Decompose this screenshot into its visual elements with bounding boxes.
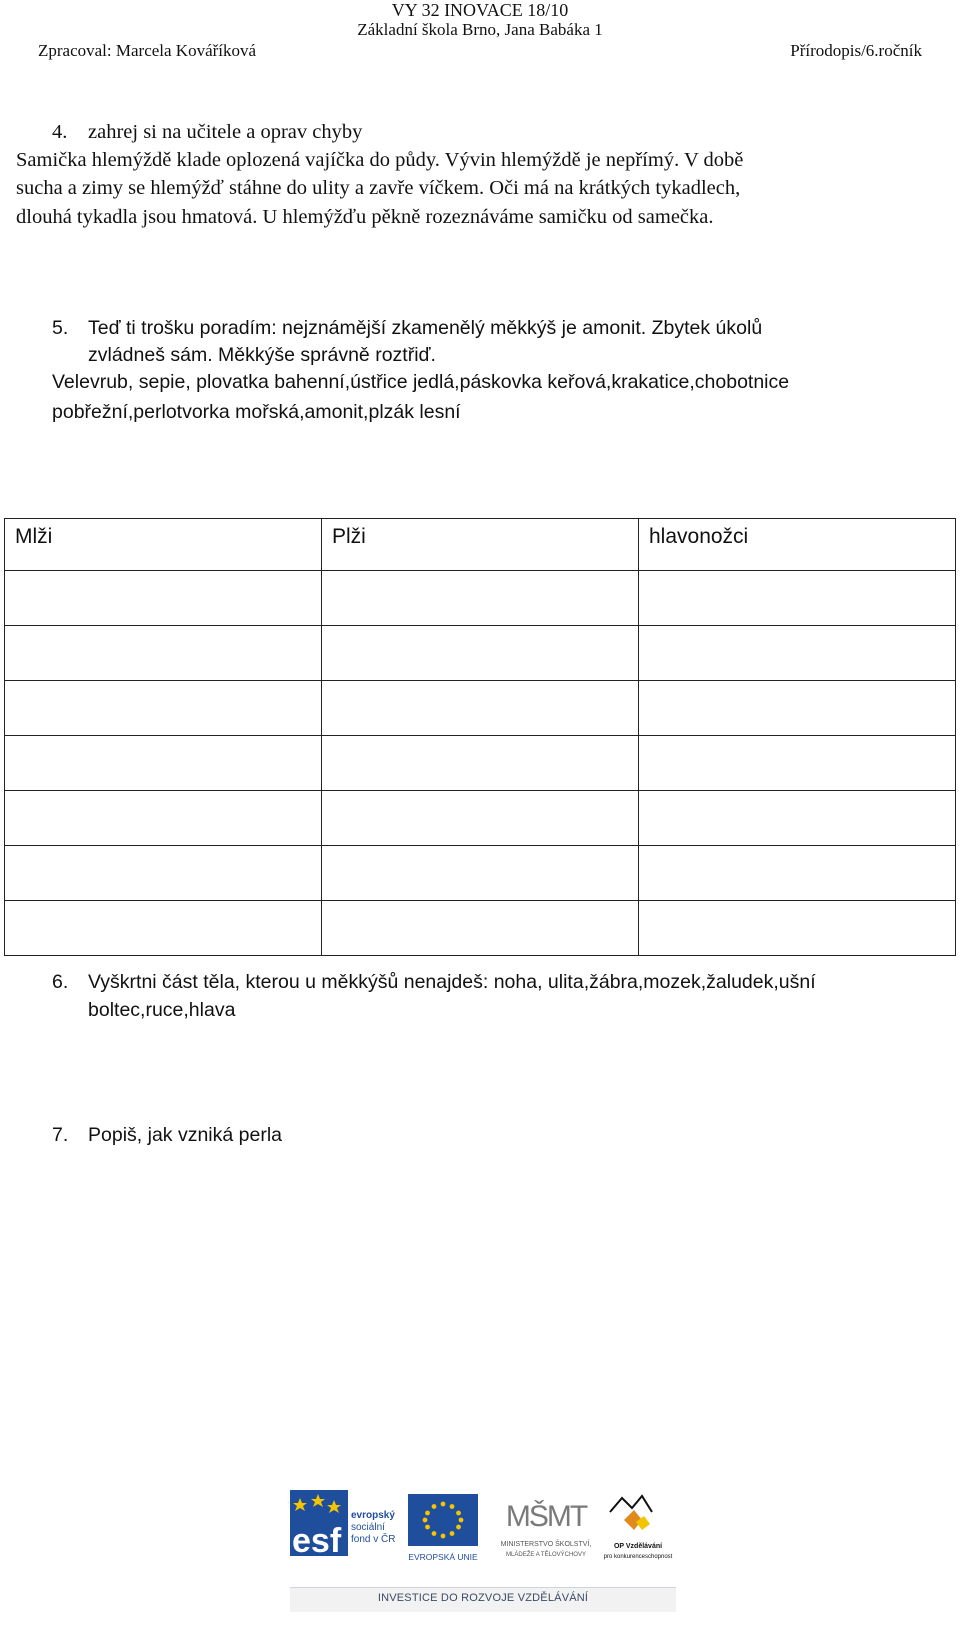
school-name: Základní škola Brno, Jana Babáka 1	[357, 20, 603, 39]
table-cell[interactable]	[639, 846, 956, 901]
table-cell[interactable]	[639, 736, 956, 791]
column-header-mlzi: Mlži	[5, 519, 322, 571]
classification-table	[4, 518, 956, 956]
svg-text:evropský: evropský	[351, 1510, 395, 1521]
table-cell[interactable]	[639, 901, 956, 956]
species-list-line-2: pobřežní,perlotvorka mořská,amonit,plzák lesní	[52, 401, 461, 423]
svg-text:fond v ČR: fond v ČR	[351, 1534, 396, 1545]
species-list-line-1: Velevrub, sepie, plovatka bahenní,ústřice jedlá,páskovka keřová,krakatice,chobotnice	[52, 371, 790, 393]
table-row	[5, 846, 956, 901]
svg-text:MLÁDEŽE A TĚLOVÝCHOVY: MLÁDEŽE A TĚLOVÝCHOVY	[506, 1552, 586, 1558]
table-cell[interactable]	[5, 791, 322, 846]
task7-number: 7.	[52, 1124, 69, 1146]
task6-line-1: Vyškrtni část těla, kterou u měkkýšů nenajdeš: noha, ulita,žábra,mozek,žaludek,ušní	[88, 971, 816, 993]
table-cell[interactable]	[5, 571, 322, 626]
esf-emblem-icon	[290, 1490, 396, 1580]
table-cell[interactable]	[322, 846, 639, 901]
table-cell[interactable]	[322, 571, 639, 626]
table-cell[interactable]	[322, 791, 639, 846]
svg-text:MINISTERSTVO ŠKOLSTVÍ,: MINISTERSTVO ŠKOLSTVÍ,	[500, 1541, 592, 1548]
eu-flag-icon	[404, 1490, 486, 1580]
task5-line-1: Teď ti trošku poradím: nejznámější zkamenělý měkkýš je amonit. Zbytek úkolů	[88, 317, 763, 339]
table-cell[interactable]	[639, 791, 956, 846]
svg-text:pro konkurenceschopnost: pro konkurenceschopnost	[603, 1554, 673, 1560]
task4-number: 4.	[52, 121, 68, 143]
footer-tagline: INVESTICE DO ROZVOJE VZDĚLÁVÁNÍ	[377, 1592, 589, 1604]
svg-text:sociální: sociální	[351, 1522, 385, 1533]
table-cell[interactable]	[5, 901, 322, 956]
table-cell[interactable]	[322, 681, 639, 736]
table-cell[interactable]	[322, 626, 639, 681]
table-cell[interactable]	[322, 901, 639, 956]
table-row	[5, 736, 956, 791]
task6-number: 6.	[52, 971, 69, 993]
table-row	[5, 681, 956, 736]
table-row	[5, 571, 956, 626]
table-row	[5, 791, 956, 846]
msmt-logo	[498, 1490, 594, 1580]
document-code: VY 32 INOVACE 18/10	[391, 0, 569, 20]
table-row	[5, 626, 956, 681]
task6-line-2: boltec,ruce,hlava	[88, 999, 236, 1021]
table-cell[interactable]	[322, 736, 639, 791]
eu-logo	[404, 1490, 486, 1580]
esf-logo	[290, 1490, 396, 1580]
column-header-plzi: Plži	[322, 519, 639, 571]
msmt-emblem-icon	[498, 1490, 594, 1580]
svg-text:esf: esf	[292, 1522, 342, 1560]
task4-heading: zahrej si na učitele a oprav chyby	[88, 121, 363, 143]
footer-tagline-strip	[290, 1587, 676, 1612]
svg-text:MŠMT: MŠMT	[505, 1500, 587, 1533]
task7-text: Popiš, jak vzniká perla	[88, 1124, 283, 1146]
svg-text:EVROPSKÁ UNIE: EVROPSKÁ UNIE	[408, 1552, 478, 1562]
task4-line-2: sucha a zimy se hlemýžď stáhne do ulity a zavře víčkem. Oči má na krátkých tykadlech,	[16, 177, 741, 199]
table-cell[interactable]	[639, 626, 956, 681]
svg-text:OP Vzdělávání: OP Vzdělávání	[613, 1543, 663, 1550]
table-cell[interactable]	[639, 681, 956, 736]
table-header-row	[5, 519, 956, 571]
task4-line-3: dlouhá tykadla jsou hmatová. U hlemýžďu pěkně rozeznáváme samičku od samečka.	[16, 206, 714, 228]
table-cell[interactable]	[5, 846, 322, 901]
table-row	[5, 901, 956, 956]
subject-line: Přírodopis/6.ročník	[790, 41, 922, 60]
op-logo	[598, 1490, 678, 1580]
task5-line-2: zvládneš sám. Měkkýše správně roztřiď.	[88, 344, 436, 366]
table-cell[interactable]	[5, 681, 322, 736]
task5-number: 5.	[52, 317, 69, 339]
task4-line-1: Samička hlemýždě klade oplozená vajíčka do půdy. Vývin hlemýždě je nepřímý. V době	[16, 149, 744, 171]
author-line: Zpracoval: Marcela Kováříková	[38, 41, 257, 60]
table-cell[interactable]	[639, 571, 956, 626]
op-emblem-icon	[598, 1490, 678, 1580]
table-cell[interactable]	[5, 626, 322, 681]
table-cell[interactable]	[5, 736, 322, 791]
column-header-hlavonozci: hlavonožci	[639, 519, 956, 571]
